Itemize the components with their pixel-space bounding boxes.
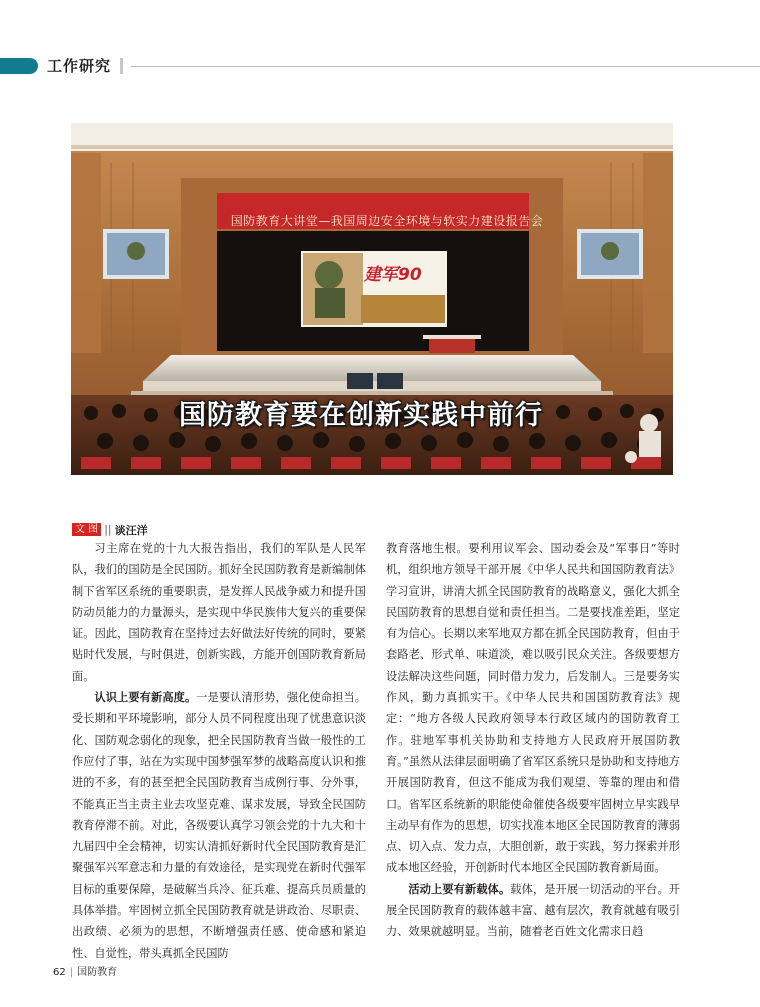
byline: [72, 519, 148, 537]
section-tab-marker: [0, 58, 38, 74]
section-title-bar: [120, 58, 123, 74]
paragraph: 习主席在党的十九大报告指出，我们的军队是人民军队，我们的国防是全民国防。抓好全民国防教育是新编制体制下省军区系统的重要职责，是发挥人民战争威力和提升国防动员能力的力量源头，是实现中华民族伟大复兴的重要保证。因此，国防教育在坚持过去好做法好传统的同时，要紧贴时代发展，与时俱进，创新实践，方能开创国防教育新局面。: [72, 542, 366, 683]
byline-author: 谈汪洋: [114, 523, 148, 537]
byline-separator: ||: [104, 523, 112, 536]
article-headline: 国防教育要在创新实践中前行: [179, 400, 543, 431]
auditorium-photo: [71, 123, 673, 475]
footer-separator: |: [69, 967, 74, 978]
paragraph-lead: 认识上要有新高度。: [94, 691, 197, 705]
paragraph: [386, 879, 680, 943]
paragraph-lead: 活动上要有新载体。: [408, 882, 511, 896]
paragraph: 教育落地生根。要利用议军会、国动委会及“军事日”等时机，组织地方领导干部开展《中华人民共和国国防教育法》学习宣讲，讲清大抓全民国防教育的战略意义，强化大抓全民国防教育的思想自觉和责任担当。二是要找准差距，坚定有为信心。长期以来军地双方都在抓全民国防教育，但由于套路老、形式单、味道淡，难以吸引民众关注。各级要想方设法解决这些问题，同时借力发力，后发制人。三是要务实作风，勤力真抓实干。《中华人民共和国国防教育法》规定：“地方各级人民政府领导本行政区域内的国防教育工作。驻地军事机关协助和支持地方人民政府开展国防教育。”虽然从法律层面明确了省军区系统只是协助和支持地方开展国防教育，但这不能成为我们观望、等靠的理由和借口。省军区系统新的职能使命催使各级要牢固树立早实践早主动早有作为的思想，切实找准本地区全民国防教育的薄弱点、切入点、发力点，大胆创新，敢于实践，努力探索并形成本地区经验，开创新时代本地区全民国防教育新局面。: [386, 542, 680, 875]
page-number: 62: [53, 967, 66, 978]
magazine-name: 国防教育: [77, 967, 118, 978]
byline-tag: 文 图: [72, 523, 101, 536]
screen-logo-text: 建军90: [364, 265, 422, 285]
header-rule: [131, 66, 760, 67]
article-right-column: [386, 538, 680, 943]
paragraph-body: 一是要认清形势，强化使命担当。受长期和平环境影响，部分人员不同程度出现了忧患意识淡化、国防观念弱化的现象，把全民国防教育当做一般性的工作应付了事，站在为实现中国梦强军梦的战略高度认识和推进的不多，有的甚至把全民国防教育当成例行事、分外事，不能真正当主责主业去攻坚克难、谋求发展，导致全民国防教育停滞不前。对此，各级要认真学习领会党的十九大和十九届四中全会精神，切实认清抓好新时代全民国防教育是汇聚强军兴军意志和力量的有效途径，是实现党在新时代强军目标的重要保障，是破解当兵冷、征兵难、提高兵员质量的具体举措。牢固树立抓全民国防教育就是讲政治、尽职责、出政绩、必须为的思想，不断增强责任感、使命感和紧迫性、自觉性，带头真抓全民国防: [72, 691, 366, 960]
page-footer: [53, 963, 117, 978]
paragraph-body: 载体，是开展一切活动的平台。开展全民国防教育的载体越丰富、越有层次，教育就越有吸引力、效果就越明显。当前，随着老百姓文化需求日趋: [386, 882, 680, 939]
stage-banner-text: 国防教育大讲堂—我国周边安全环境与软实力建设报告会: [230, 214, 544, 228]
article-left-column: [72, 538, 366, 964]
section-title: 工作研究: [47, 57, 112, 75]
paragraph: [72, 687, 366, 964]
